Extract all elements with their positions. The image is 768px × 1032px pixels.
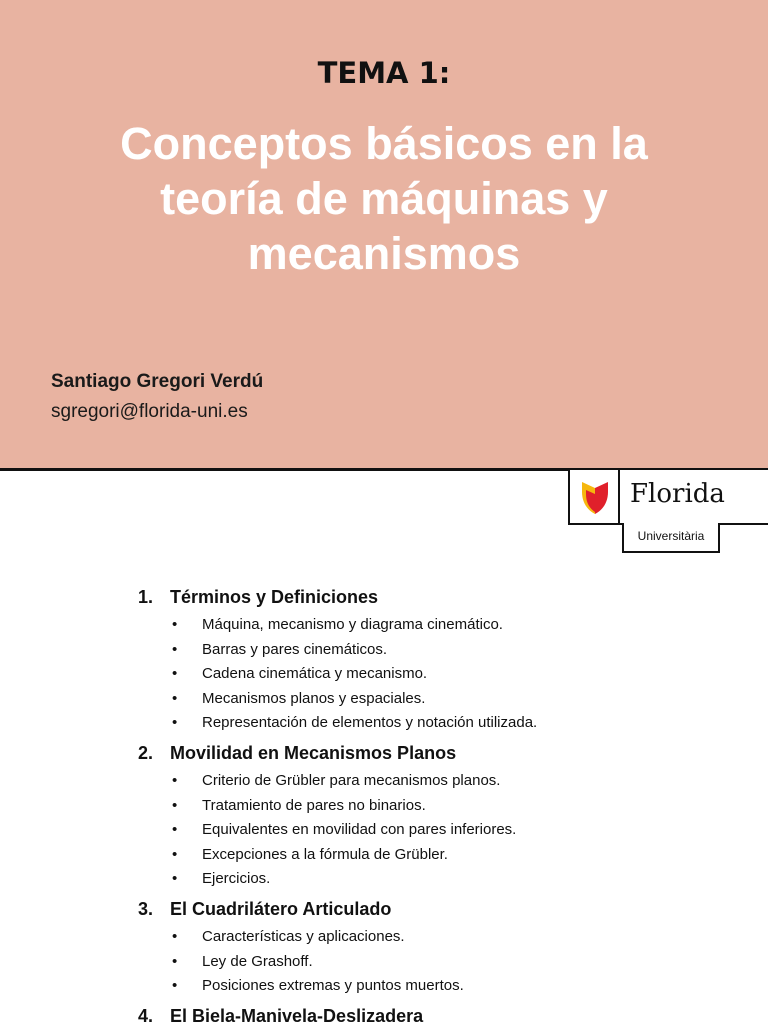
title-line: mecanismos [247,228,521,279]
table-of-contents [138,584,758,1032]
list-item [138,974,758,999]
bullet-icon: • [172,952,178,970]
bullet-icon: • [172,665,178,683]
bullet-icon: • [172,616,178,633]
list-item-text: Representación de elementos y notación utilizada. [202,714,538,732]
bullet-icon: • [172,640,178,658]
logo-separator [618,470,620,523]
list-item-text: Mecanismos planos y espaciales. [202,689,426,707]
list-item [138,662,758,687]
section-number: 1. [138,587,154,607]
list-item [138,867,758,892]
section-number: 2. [138,742,154,763]
list-item-text: Barras y pares cinemáticos. [202,640,388,658]
list-item-text: Tratamiento de pares no binarios. [202,796,426,814]
title-line: teoría de máquinas y [160,173,608,224]
florida-logo [568,470,768,525]
list-item-text: Cadena cinemática y mecanismo. [202,665,428,683]
author-name: Santiago Gregori Verdú [51,371,264,392]
list-item-text: Criterio de Grübler para mecanismos planos. [202,771,501,789]
section-heading [138,740,758,766]
toc-section [138,740,758,892]
toc-section [138,1003,758,1029]
list-item-text: Ejercicios. [202,870,271,888]
slide-title [60,116,708,281]
list-item [138,794,758,819]
list-item-text: Excepciones a la fórmula de Grübler. [202,845,448,863]
topic-label: TEMA 1: [317,56,451,90]
list-item-text: Posiciones extremas y puntos muertos. [202,977,464,995]
list-item [138,711,758,736]
section-heading [138,896,758,922]
toc-section [138,584,758,736]
list-item [138,769,758,794]
list-item [138,687,758,712]
toc-section [138,896,758,999]
list-item [138,818,758,843]
bullet-icon: • [172,927,178,945]
list-item-text: Ley de Grashoff. [202,952,313,970]
title-banner [0,0,768,468]
section-title: El Cuadrilátero Articulado [170,898,392,919]
bullet-icon: • [172,689,178,707]
list-item-text: Máquina, mecanismo y diagrama cinemático. [202,616,503,633]
list-item [138,613,758,638]
author-email: sgregori@florida-uni.es [51,401,248,422]
bullet-icon: • [172,796,178,814]
bullet-icon: • [172,845,178,863]
section-title: Términos y Definiciones [170,587,379,607]
list-item-text: Equivalentes en movilidad con pares inferiores. [202,821,517,839]
shield-icon [580,478,610,516]
bullet-icon: • [172,821,178,839]
section-number: 4. [138,1005,154,1026]
list-item [138,950,758,975]
section-number: 3. [138,898,154,919]
bullet-icon: • [172,771,178,789]
list-item [138,925,758,950]
bullet-icon: • [172,977,178,995]
logo-subtitle: Universitària [637,529,705,543]
bullet-icon: • [172,714,178,732]
bullet-icon: • [172,870,178,888]
logo-subtitle-box [622,523,720,553]
list-item [138,638,758,663]
title-line: Conceptos básicos en la [120,118,648,169]
section-heading [138,1003,758,1029]
logo-wordmark: Florida [630,479,725,509]
section-title: El Biela-Manivela-Deslizadera [170,1005,424,1026]
section-heading [138,584,758,610]
list-item-text: Características y aplicaciones. [202,927,405,945]
section-title: Movilidad en Mecanismos Planos [170,742,457,763]
list-item [138,843,758,868]
